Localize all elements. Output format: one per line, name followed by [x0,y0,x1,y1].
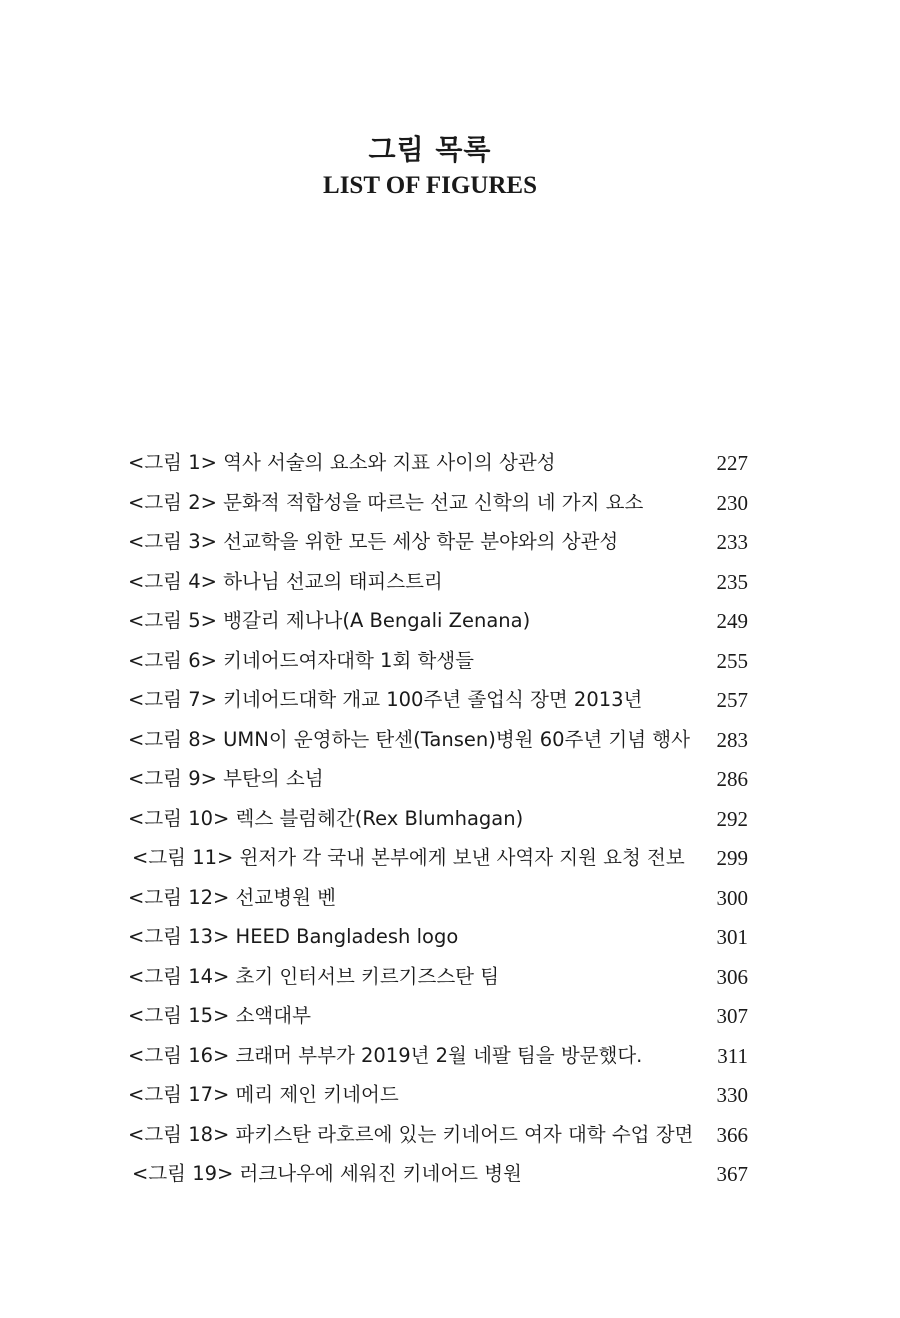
figure-list [128,446,748,1197]
list-item [128,1078,748,1118]
page-number: 255 [716,648,748,673]
list-item [128,762,748,802]
figure-caption: <그림 3> 선교학을 위한 모든 세상 학문 분야와의 상관성 [128,530,619,553]
page-number: 307 [716,1004,748,1028]
page-number: 235 [716,569,748,594]
list-item [128,1118,748,1158]
figure-caption: <그림 9> 부탄의 소넘 [128,767,324,790]
list-item [128,1039,748,1079]
figure-caption: <그림 11> 윈저가 각 국내 본부에게 보낸 사역자 지원 요청 전보 [132,846,685,869]
list-item [128,1157,748,1197]
figure-caption: <그림 8> UMN이 운영하는 탄센(Tansen)병원 60주년 기념 행사 [128,727,690,751]
list-item [128,841,748,881]
page-number: 300 [716,885,748,910]
list-item [128,881,748,921]
figure-caption: <그림 4> 하나님 선교의 태피스트리 [128,569,443,593]
page-number: 227 [716,451,748,475]
page-number: 249 [716,609,748,633]
list-item [128,999,748,1039]
page-number: 367 [716,1162,748,1186]
list-item [128,525,748,565]
figure-caption: <그림 16> 크래머 부부가 2019년 2월 네팔 팀을 방문했다. [128,1043,643,1067]
list-item [128,486,748,526]
list-item [128,683,748,723]
page-number: 301 [716,925,748,949]
list-item [128,446,748,486]
list-item [128,960,748,1000]
list-item [128,604,748,644]
figure-caption: <그림 18> 파키스탄 라호르에 있는 키네어드 여자 대학 수업 장면 [128,1122,694,1146]
figure-caption: <그림 2> 문화적 적합성을 따르는 선교 신학의 네 가지 요소 [128,490,644,514]
list-item [128,565,748,605]
figure-caption: <그림 5> 뱅갈리 제나나(A Bengali Zenana) [128,609,531,632]
page-title-english: LIST OF FIGURES [323,172,537,199]
page-number: 286 [716,767,748,791]
list-item [128,723,748,763]
page-number: 283 [716,727,748,752]
figure-caption: <그림 6> 키네어드여자대학 1회 학생들 [128,648,475,672]
page-number: 233 [716,530,748,554]
page-number: 311 [717,1043,748,1068]
figure-caption: <그림 12> 선교병원 벤 [128,885,336,909]
figure-caption: <그림 14> 초기 인터서브 키르기즈스탄 팀 [128,964,500,988]
page-number: 306 [716,964,748,989]
figure-caption: <그림 7> 키네어드대학 개교 100주년 졸업식 장면 2013년 [128,688,643,711]
figure-caption: <그림 19> 러크나우에 세워진 키네어드 병원 [132,1162,522,1185]
page-number: 292 [716,806,748,831]
figure-caption: <그림 17> 메리 제인 키네어드 [128,1083,399,1106]
list-item [128,920,748,960]
page-title-korean: 그림 목록 [368,133,492,166]
page-number: 230 [716,490,748,515]
page-number: 366 [716,1122,748,1147]
list-item [128,644,748,684]
figure-caption: <그림 13> HEED Bangladesh logo [128,925,459,948]
figure-caption: <그림 15> 소액대부 [128,1004,311,1027]
page-number: 330 [716,1083,748,1107]
page-number: 299 [716,846,748,870]
figure-caption: <그림 10> 렉스 블럼헤간(Rex Blumhagan) [128,806,524,830]
page-number: 257 [716,688,748,712]
figure-caption: <그림 1> 역사 서술의 요소와 지표 사이의 상관성 [128,451,556,474]
list-item [128,802,748,842]
